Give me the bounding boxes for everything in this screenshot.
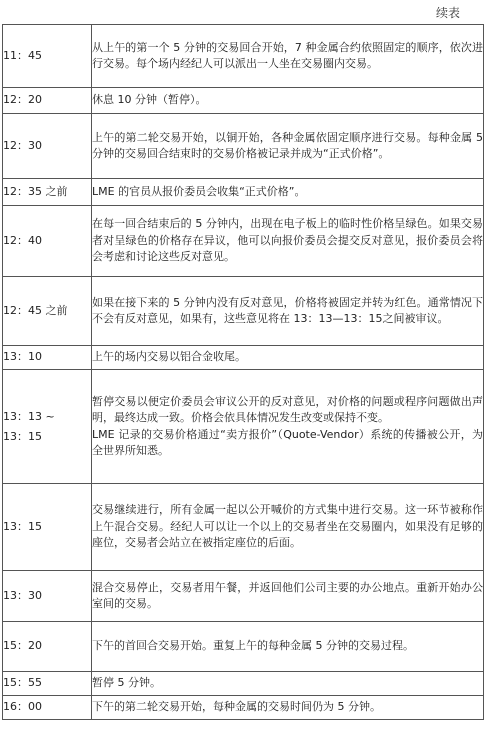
description-cell [92, 88, 484, 114]
time-cell: 12：30 [3, 114, 92, 179]
time-cell: 11：45 [3, 25, 92, 88]
description-cell [92, 622, 484, 672]
description-cell [92, 484, 484, 571]
table-row [3, 179, 484, 206]
description-cell [92, 25, 484, 88]
description-cell [92, 206, 484, 277]
description-text: 休息 10 分钟（暂停）。 [92, 93, 207, 107]
table-row [3, 25, 484, 88]
table-row [3, 346, 484, 370]
schedule-table [2, 24, 484, 720]
table-row [3, 114, 484, 179]
time-cell: 12：35 之前 [3, 179, 92, 206]
table-row [3, 370, 484, 484]
time-cell: 13：10 [3, 346, 92, 370]
description-cell [92, 114, 484, 179]
description-text: LME 的官员从报价委员会收集“正式价格”。 [92, 184, 306, 198]
time-start: 13：13 ~ [3, 409, 55, 423]
time-cell: 15：55 [3, 672, 92, 696]
time-end: 13：15 [3, 429, 42, 443]
time-cell: 15：20 [3, 622, 92, 672]
table-row [3, 277, 484, 346]
table-row [3, 696, 484, 720]
time-cell: 16：00 [3, 696, 92, 720]
time-cell: 13：30 [3, 571, 92, 622]
time-cell [3, 370, 92, 484]
description-text: 下午的首回合交易开始。重复上午的每种金属 5 分钟的交易过程。 [92, 639, 414, 653]
table-row [3, 88, 484, 114]
table-row [3, 672, 484, 696]
time-cell: 12：40 [3, 206, 92, 277]
description-cell [92, 346, 484, 370]
description-cell [92, 696, 484, 720]
time-cell: 12：45 之前 [3, 277, 92, 346]
table-row [3, 484, 484, 571]
description-text: 暂停 5 分钟。 [92, 676, 161, 690]
description-cell [92, 370, 484, 484]
table-row [3, 622, 484, 672]
time-cell: 12：20 [3, 88, 92, 114]
description-text: 从上午的第一个 5 分钟的交易回合开始，7 种金属合约依照固定的顺序，依次进行交易。每个场内经纪人可以派出一人坐在交易圈内交易。 [92, 40, 483, 70]
time-cell: 13：15 [3, 484, 92, 571]
description-cell [92, 571, 484, 622]
description-cell [92, 179, 484, 206]
table-row [3, 206, 484, 277]
description-text: 如果在接下来的 5 分钟内没有反对意见，价格将被固定并转为红色。通常情况下不会有反对意见，如果有，这些意见将在 13：13—13：15之间被审议。 [92, 295, 483, 325]
description-text: 下午的第二轮交易开始，每种金属的交易时间仍为 5 分钟。 [92, 700, 381, 714]
continued-label: 续表 [435, 6, 460, 20]
description-text: 上午的第二轮交易开始，以铜开始，各种金属依固定顺序进行交易。每种金属 5 分钟的交易回合结束时的交易价格被记录并成为“正式价格”。 [92, 130, 483, 160]
description-cell [92, 672, 484, 696]
table-row [3, 571, 484, 622]
description-text: 交易继续进行，所有金属一起以公开喊价的方式集中进行交易。这一环节被称作上午混合交易。经纪人可以让一个以上的交易者坐在交易圈内，如果没有足够的座位，交易者会站立在被指定座位的后面。 [92, 503, 483, 550]
description-text: 在每一回合结束后的 5 分钟内，出现在电子板上的临时性价格呈绿色。如果交易者对呈绿色的价格存在异议，他可以向报价委员会提交反对意见，报价委员会将会考虑和讨论这些反对意见。 [92, 217, 483, 264]
description-text: 混合交易停止，交易者用午餐，并返回他们公司主要的办公地点。重新开始办公室间的交易。 [92, 580, 483, 610]
description-text: 暂停交易以便定价委员会审议公开的反对意见，对价格的问题或程序问题做出声明，最终达成一致。价格会依具体情况发生改变或保持不变。 [92, 394, 483, 424]
description-cell [92, 277, 484, 346]
description-text: 上午的场内交易以铝合金收尾。 [92, 350, 246, 364]
description-text: LME 记录的交易价格通过“卖方报价”（Quote-Vendor）系统的传播被公开，为全世界所知悉。 [92, 427, 483, 457]
